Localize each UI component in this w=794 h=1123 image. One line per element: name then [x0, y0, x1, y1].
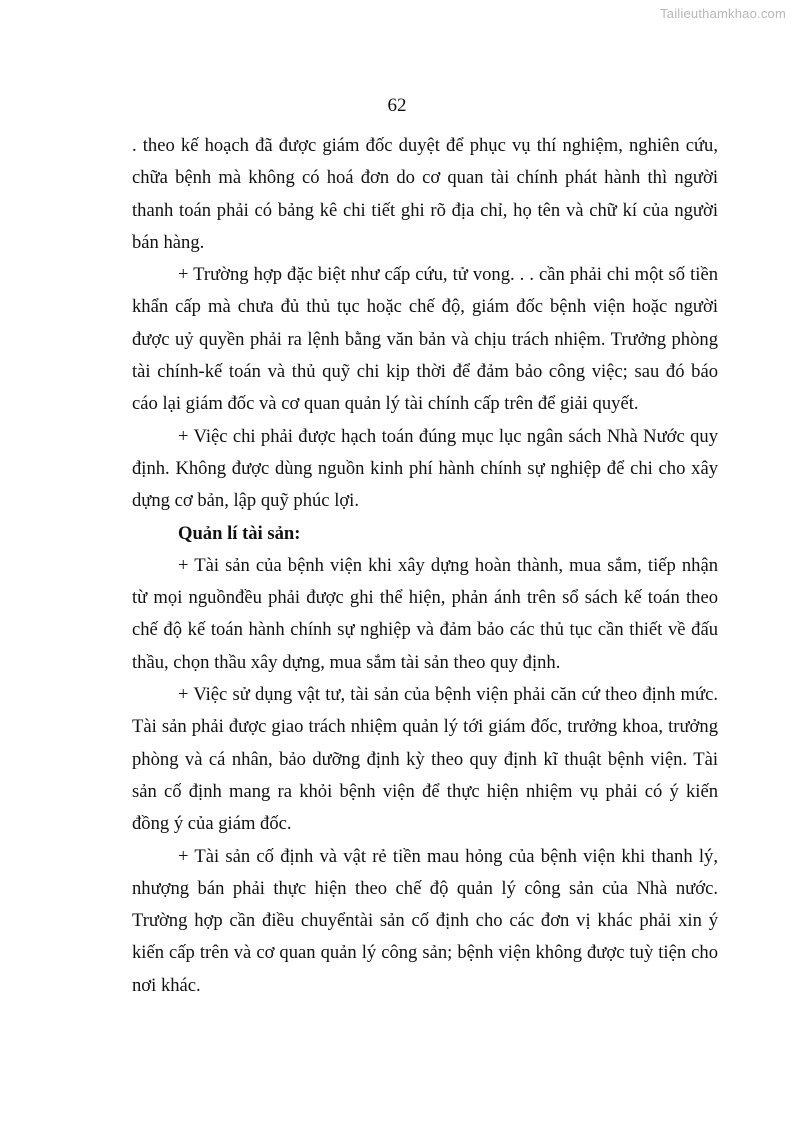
text-line: . theo kế hoạch đã được giám đốc duyệt để phục vụ thí nghiệm, nghiên cứu, [132, 135, 718, 156]
text-line: sản cố định mang ra khỏi bệnh viện để thực hiện nhiệm vụ phải có ý kiến [132, 780, 718, 802]
text-line: kiến cấp trên và cơ quan quản lý công sản; bệnh viện không được tuỳ tiện cho [132, 942, 718, 964]
text-line: Tài sản phải được giao trách nhiệm quản lý tới giám đốc, trưởng khoa, trưởng [132, 716, 718, 738]
paragraph [132, 841, 718, 1002]
text-line: Trường hợp cần điều chuyểntài sản cố định cho các đơn vị khác phải xin ý [132, 910, 718, 932]
text-line: phòng và cá nhân, bảo dưỡng định kỳ theo quy định kĩ thuật bệnh viện. Tài [132, 748, 718, 770]
text-line: bán hàng. [132, 231, 205, 253]
text-line: + Việc chi phải được hạch toán đúng mục lục ngân sách Nhà Nước quy [178, 425, 718, 447]
paragraph [132, 130, 718, 259]
text-line: được uỷ quyền phải ra lệnh bằng văn bản và chịu trách nhiệm. Trưởng phòng [132, 328, 718, 350]
text-line: tài chính-kế toán và thủ quỹ chi kịp thời để đảm bảo công việc; sau đó báo [132, 361, 718, 383]
text-line: từ mọi nguồnđều phải được ghi thể hiện, phản ánh trên sổ sách kế toán theo [132, 587, 718, 609]
page-number: 62 [387, 95, 407, 116]
watermark: Tailieuthamkhao.com [660, 6, 786, 21]
section-heading: Quản lí tài sản: [178, 522, 301, 544]
text-line: dựng cơ bản, lập quỹ phúc lợi. [132, 490, 360, 512]
text-line: + Việc sử dụng vật tư, tài sản của bệnh viện phải căn cứ theo định mức. [178, 684, 718, 706]
text-line: đồng ý của giám đốc. [132, 813, 292, 835]
text-line: định. Không được dùng nguồn kinh phí hành chính sự nghiệp để chi cho xây [132, 457, 718, 479]
text-line: thanh toán phải có bảng kê chi tiết ghi rõ địa chỉ, họ tên và chữ kí của người [132, 199, 718, 221]
text-line: chế độ kế toán hành chính sự nghiệp và đảm bảo các thủ tục cần thiết về đấu [132, 619, 718, 641]
paragraph [132, 550, 718, 679]
paragraph [132, 259, 718, 420]
paragraph [132, 679, 718, 840]
text-line: + Tài sản của bệnh viện khi xây dựng hoàn thành, mua sắm, tiếp nhận [178, 554, 718, 576]
text-line: + Trường hợp đặc biệt như cấp cứu, tử vong. . . cần phải chi một số tiền [178, 264, 718, 286]
text-line: + Tài sản cố định và vật rẻ tiền mau hỏng của bệnh viện khi thanh lý, [178, 845, 718, 867]
paragraph [132, 421, 718, 518]
document-body [132, 130, 718, 1002]
text-line: nhượng bán phải thực hiện theo chế độ quản lý công sản của Nhà nước. [132, 877, 718, 899]
text-line: cáo lại giám đốc và cơ quan quản lý tài chính cấp trên để giải quyết. [132, 393, 639, 415]
text-line: khẩn cấp mà chưa đủ thủ tục hoặc chế độ, giám đốc bệnh viện hoặc người [132, 296, 718, 318]
text-line: chữa bệnh mà không có hoá đơn do cơ quan tài chính phát hành thì người [132, 167, 718, 189]
text-line: nơi khác. [132, 974, 201, 996]
text-line: thầu, chọn thầu xây dựng, mua sắm tài sản theo quy định. [132, 651, 561, 673]
